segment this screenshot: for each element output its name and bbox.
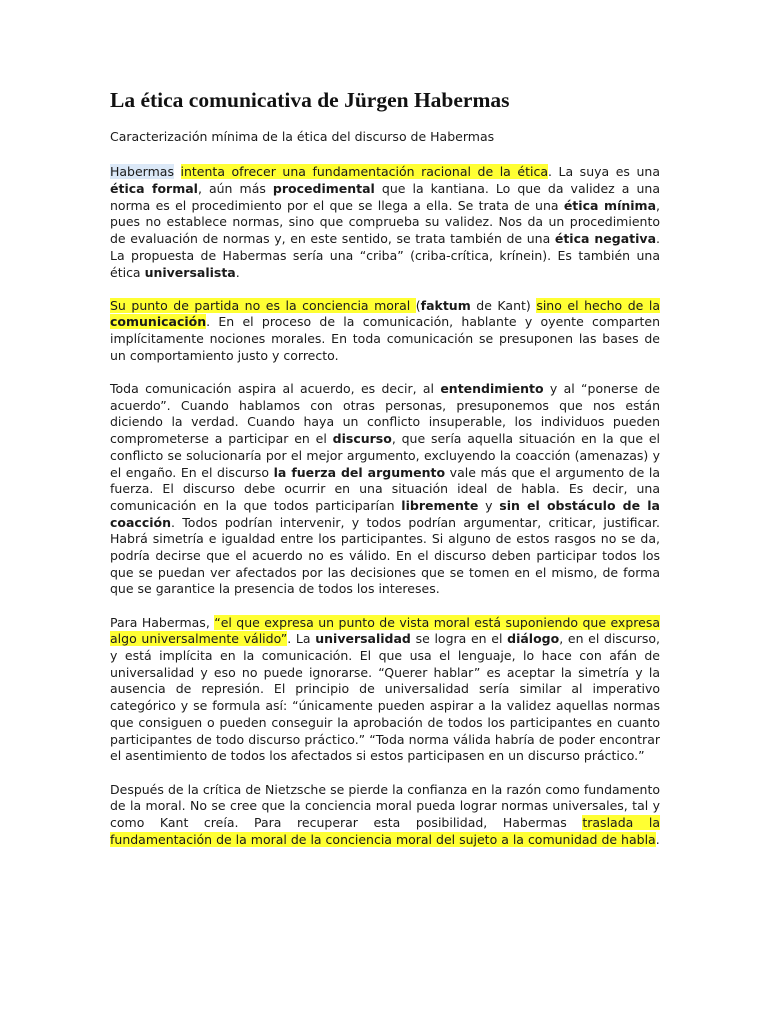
text-run: , pues no establece normas, sino que comprueba su validez. Nos da un procedimiento de evaluación de normas y, en este sentido, se trata también de una bbox=[110, 197, 660, 247]
text-run: , que sería aquella situación en la que el conflicto se solucionaría por el mejor argumento, excluyendo la coacción (amenazas) y el engaño. En el discurso bbox=[110, 431, 660, 480]
bold-text: universalidad bbox=[315, 631, 411, 647]
text-run: . bbox=[655, 831, 660, 847]
bold-text: diálogo bbox=[507, 631, 560, 647]
paragraph-5 bbox=[110, 782, 660, 849]
bold-text: ética formal bbox=[110, 181, 198, 196]
highlighted-bold-text: comunicación bbox=[110, 314, 207, 330]
bold-text: entendimiento bbox=[440, 381, 544, 397]
bold-text: procedimental bbox=[272, 181, 375, 196]
selected-text: Habermas bbox=[110, 164, 174, 180]
bold-text: libremente bbox=[401, 497, 479, 513]
text-run: Para Habermas, bbox=[110, 614, 215, 630]
text-run: y al “ponerse de acuerdo”. Cuando hablamos con otras personas, presuponemos que nos están diciendo la verdad. Cuando haya un conflicto insuperable, los individuos pueden comprometerse a participar en el bbox=[110, 381, 660, 447]
highlighted-text: Su punto de partida no es la conciencia moral bbox=[110, 297, 416, 313]
highlighted-text: traslada la fundamentación de la moral de la conciencia moral del sujeto a la comunidad de habla bbox=[110, 814, 660, 847]
bold-text: la fuerza del argumento bbox=[273, 464, 446, 480]
paragraph-2 bbox=[110, 298, 660, 365]
bold-text: ética mínima bbox=[563, 197, 657, 213]
text-run: vale más que el argumento de la fuerza. El discurso debe ocurrir en una situación ideal de habla. Es decir, una comunicación en la que todos participarían bbox=[110, 464, 660, 513]
document-page bbox=[110, 88, 660, 865]
bold-text: universalista bbox=[144, 264, 236, 280]
bold-text: ética negativa bbox=[554, 231, 657, 247]
text-run: . La propuesta de Habermas sería una “criba” (criba-crítica, krínein). Es también una ética bbox=[110, 231, 660, 280]
bold-text: discurso bbox=[332, 431, 392, 447]
document-subtitle: Caracterización mínima de la ética del discurso de Habermas bbox=[110, 128, 495, 144]
text-run: se logra en el bbox=[410, 631, 508, 647]
highlighted-text: intenta ofrecer una fundamentación racional de la ética bbox=[180, 164, 548, 180]
text-run: de Kant) bbox=[470, 297, 537, 313]
text-run: . Todos podrían intervenir, y todos podrían argumentar, criticar, justificar. Habrá simetría e igualdad entre los participantes. Si alguno de estos rasgos no se da, podría decirse que el acuerdo no es válido. En el discurso deben participar todos los que se puedan ver afectados por las decisiones que se tomen en el mismo, de forma que se garantice la presencia de todos los intereses. bbox=[110, 514, 660, 597]
text-run: . En el proceso de la comunicación, hablante y oyente comparten implícitamente nociones morales. En toda comunicación se presuponen las bases de un comportamiento justo y correcto. bbox=[110, 314, 660, 363]
document-title: La ética comunicativa de Jürgen Habermas bbox=[110, 88, 510, 112]
text-run: y bbox=[478, 497, 500, 513]
paragraph-1 bbox=[110, 164, 660, 281]
text-run: . La suya es una bbox=[547, 164, 660, 180]
text-run: . bbox=[235, 264, 240, 280]
text-run: . La bbox=[287, 631, 316, 647]
paragraph-4 bbox=[110, 615, 660, 765]
text-run: que la kantiana. Lo que da validez a una norma es el procedimiento por el que se llega a ella. Se trata de una bbox=[110, 181, 661, 213]
text-run: , aún más bbox=[197, 181, 273, 196]
text-run: ( bbox=[415, 297, 421, 313]
text-run: Toda comunicación aspira al acuerdo, es decir, al bbox=[110, 381, 441, 397]
bold-text: faktum bbox=[420, 297, 471, 313]
highlighted-text: “el que expresa un punto de vista moral está suponiendo que expresa algo universalmente válido” bbox=[110, 614, 660, 647]
paragraph-3 bbox=[110, 381, 660, 598]
text-run: Después de la crítica de Nietzsche se pierde la confianza en la razón como fundamento de la moral. No se cree que la conciencia moral pueda lograr normas universales, tal y como Kant creía. Para recuperar esta posibilidad, Habermas bbox=[110, 781, 660, 830]
highlighted-text: sino el hecho de la bbox=[536, 297, 660, 313]
bold-text: sin el obstáculo de la coacción bbox=[110, 497, 660, 530]
text-run: , en el discurso, y está implícita en la comunicación. El que usa el lenguaje, lo hace con afán de universalidad y eso no puede ignorarse. “Querer hablar” es aceptar la simetría y la ausencia de represión. El principio de universalidad sería similar al imperativo categórico y se formula así: “únicamente pueden aspirar a la validez aquellas normas que consiguen o pueden conseguir la aprobación de todos los participantes en cuanto participantes de todo discurso práctico.” “Toda norma válida habría de poder encontrar el asentimiento de todos los afectados si estos participasen en un discurso práctico.” bbox=[110, 631, 660, 764]
